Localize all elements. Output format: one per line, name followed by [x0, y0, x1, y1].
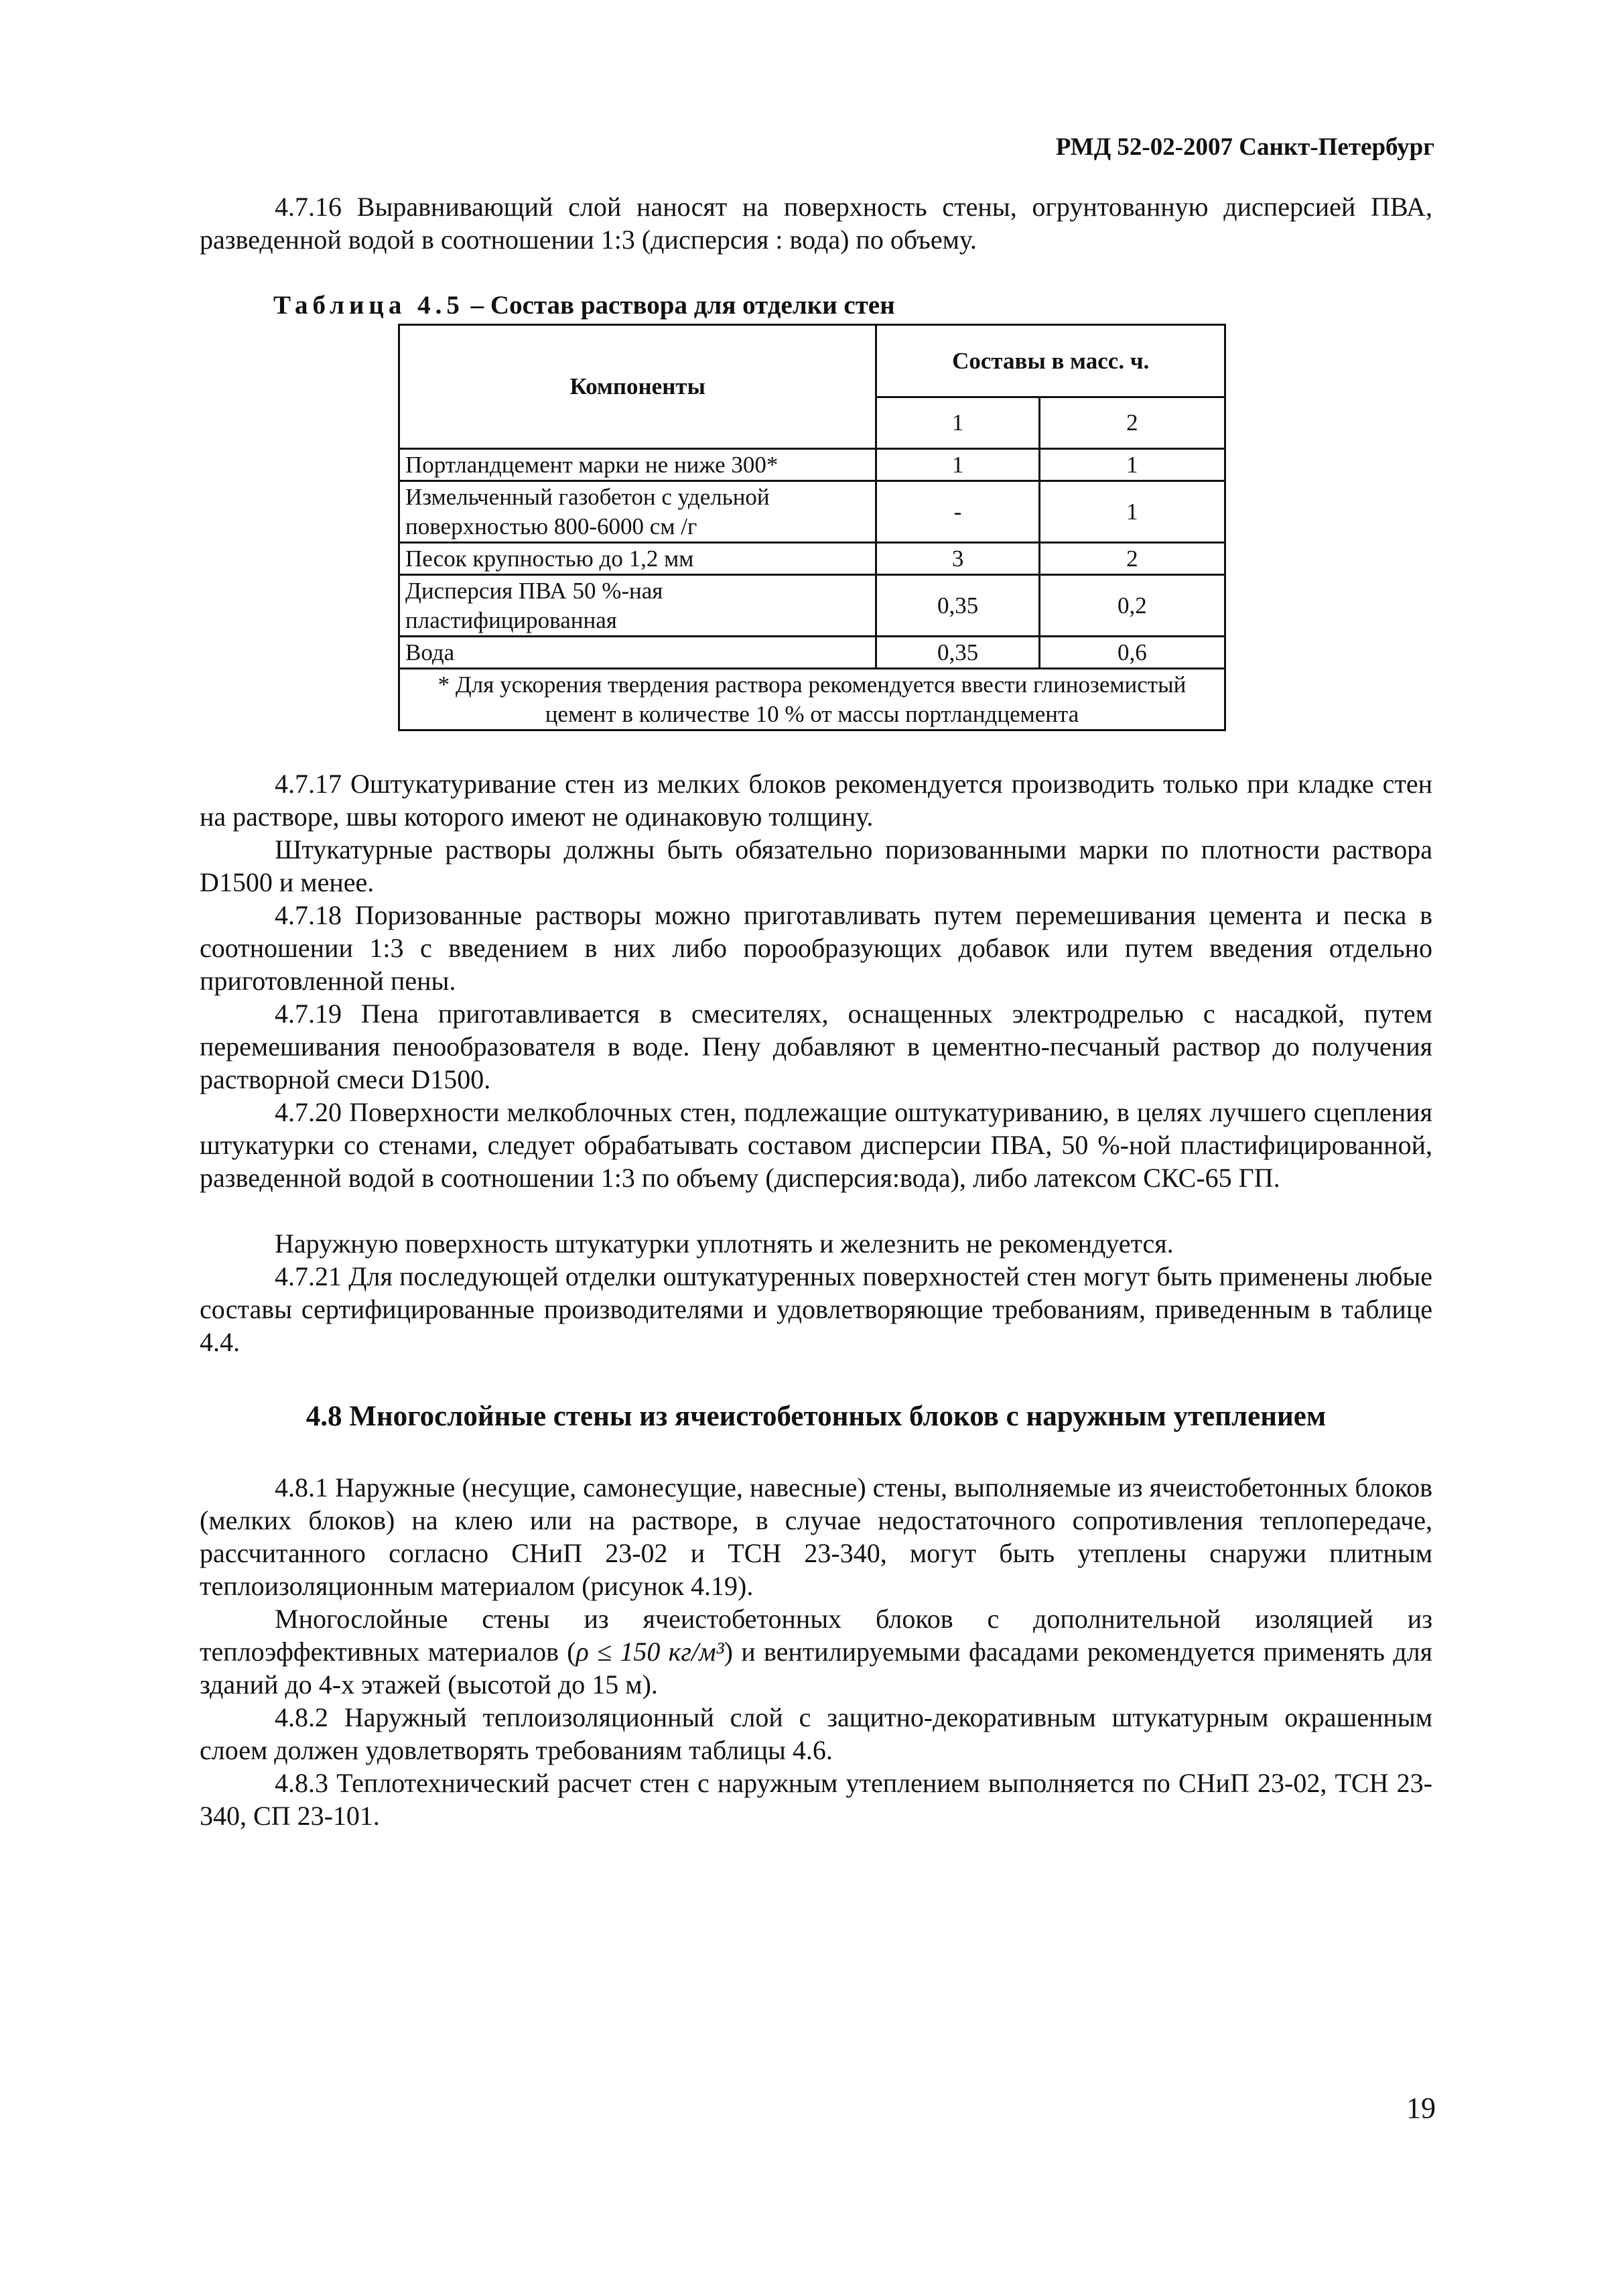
table-caption	[273, 290, 895, 320]
composition-table	[398, 324, 1226, 731]
paragraph-4-8-3: 4.8.3 Теплотехнический расчет стен с наружным утеплением выполняется по СНиП 23-02, ТСН 23-340, СП 23-101.	[200, 1768, 1432, 1831]
row-value-2: 2	[1039, 543, 1225, 575]
table-row	[399, 449, 1225, 481]
paragraph-4-7-20: 4.7.20 Поверхности мелкоблочных стен, подлежащие оштукатуриванию, в целях лучшего сцепления штукатурки со стенами, следует обрабатывать составом дисперсии ПВА, 50 %-ной пластифицированной, разведенной водой в соотношении 1:3 по объему (дисперсия:вода), либо латексом СКС-65 ГП.	[200, 1097, 1432, 1193]
row-component: Песок крупностью до 1,2 мм	[399, 543, 876, 575]
row-value-2: 0,6	[1039, 637, 1225, 669]
table-row	[399, 543, 1225, 575]
header-compositions: Составы в масс. ч.	[876, 325, 1225, 397]
multilayer-text-after: ) и вентилируемыми фасадами рекомендуется применять для зданий до 4-х этажей (высотой до 15 м).	[200, 1637, 1433, 1700]
table-caption-label: Таблица 4.5	[273, 291, 464, 320]
table-row	[399, 481, 1225, 543]
paragraph-outer-surface: Наружную поверхность штукатурки уплотнять и железнить не рекомендуется.	[275, 1228, 1174, 1259]
row-value-1: 1	[876, 449, 1039, 481]
header-col-1: 1	[876, 397, 1039, 449]
row-value-1: 3	[876, 543, 1039, 575]
running-header: РМД 52-02-2007 Санкт-Петербург	[1055, 133, 1434, 161]
page-number: 19	[1406, 2092, 1436, 2124]
section-heading-4-8: 4.8 Многослойные стены из ячеистобетонных блоков с наружным утеплением	[306, 1401, 1327, 1432]
table-caption-text: – Состав раствора для отделки стен	[464, 291, 895, 320]
density-formula: ρ ≤ 150 кг/м³	[576, 1637, 724, 1667]
paragraph-4-8-1: 4.8.1 Наружные (несущие, самонесущие, навесные) стены, выполняемые из ячеистобетонных блоков (мелких блоков) на клею или на растворе, в случае недостаточного сопротивления теплопередаче, рассчитанного согласно СНиП 23-02 и ТСН 23-340, могут быть утеплены снаружи плитным теплоизоляционным материалом (рисунок 4.19).	[200, 1472, 1432, 1601]
row-value-2: 1	[1039, 449, 1225, 481]
paragraph-4-7-19: 4.7.19 Пена приготавливается в смесителях, оснащенных электродрелью с насадкой, путем перемешивания пенообразователя в воде. Пену добавляют в цементно-песчаный раствор до получения растворной смеси D1500.	[200, 999, 1432, 1094]
row-component: Дисперсия ПВА 50 %-ная пластифицированная	[399, 575, 876, 637]
row-value-1: 0,35	[876, 575, 1039, 637]
row-component: Вода	[399, 637, 876, 669]
header-col-2: 2	[1039, 397, 1225, 449]
row-component: Портландцемент марки не ниже 300*	[399, 449, 876, 481]
row-value-2: 1	[1039, 481, 1225, 543]
table-header-row	[399, 325, 1225, 397]
table-row	[399, 575, 1225, 637]
table-note: * Для ускорения твердения раствора рекомендуется ввести глиноземистый цемент в количестве 10 % от массы портландцемента	[399, 669, 1225, 730]
paragraph-multilayer-walls	[200, 1602, 1432, 1701]
row-value-1: -	[876, 481, 1039, 543]
paragraph-4-7-16: 4.7.16 Выравнивающий слой наносят на поверхность стены, огрунтованную дисперсией ПВА, разведенной водой в соотношении 1:3 (дисперсия : вода) по объему.	[200, 192, 1432, 255]
paragraph-4-8-2: 4.8.2 Наружный теплоизоляционный слой с защитно-декоративным штукатурным окрашенным слоем должен удовлетворять требованиям таблицы 4.6.	[200, 1702, 1432, 1765]
row-value-2: 0,2	[1039, 575, 1225, 637]
row-component: Измельченный газобетон с удельной поверхностью 800-6000 см /г	[399, 481, 876, 543]
paragraph-plaster-mortars: Штукатурные растворы должны быть обязательно поризованными марки по плотности раствора D1500 и менее.	[200, 834, 1432, 897]
table-note-row	[399, 669, 1225, 730]
paragraph-4-7-17: 4.7.17 Оштукатуривание стен из мелких блоков рекомендуется производить только при кладке стен на растворе, швы которого имеют не одинаковую толщину.	[200, 769, 1432, 832]
multilayer-text-before: Многослойные стены из ячеистобетонных блоков с дополнительной изоляцией из теплоэффективных материалов (	[200, 1604, 1432, 1667]
row-value-1: 0,35	[876, 637, 1039, 669]
paragraph-4-7-18: 4.7.18 Поризованные растворы можно приготавливать путем перемешивания цемента и песка в соотношении 1:3 с введением в них либо порообразующих добавок или путем введения отдельно приготовленной пены.	[200, 900, 1432, 996]
paragraph-4-7-21: 4.7.21 Для последующей отделки оштукатуренных поверхностей стен могут быть применены любые составы сертифицированные производителями и удовлетворяющие требованиям, приведенным в таблице 4.4.	[200, 1261, 1432, 1357]
table-row	[399, 637, 1225, 669]
header-components: Компоненты	[399, 325, 876, 449]
